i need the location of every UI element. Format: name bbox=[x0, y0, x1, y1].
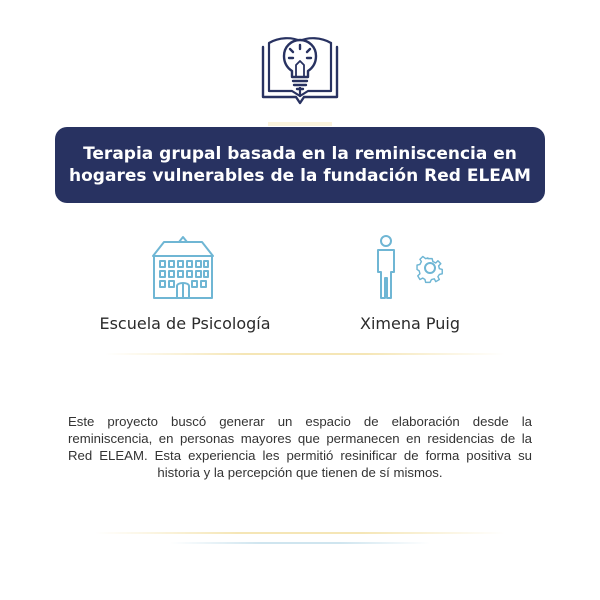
building-icon bbox=[150, 234, 216, 300]
school-label: Escuela de Psicología bbox=[99, 314, 271, 333]
person-gear-icon bbox=[374, 234, 448, 300]
title-banner bbox=[55, 127, 545, 203]
lightbulb-book-icon bbox=[259, 33, 341, 109]
project-description: Este proyecto buscó generar un espacio de elaboración desde la reminiscencia, en personas mayores que permanecen en residencias de la Red ELEAM. Esta experiencia les permitió resinificar de forma positiva su historia y la percepción que tienen de sí mismos. bbox=[68, 414, 532, 480]
author-label: Ximena Puig bbox=[360, 314, 460, 333]
divider-accent bbox=[170, 542, 430, 544]
project-title: Terapia grupal basada en la reminiscencia en hogares vulnerables de la fundación Red ELEAM bbox=[69, 144, 531, 186]
divider-top bbox=[105, 353, 505, 355]
logo-underline bbox=[268, 122, 332, 126]
divider-bottom bbox=[95, 532, 505, 534]
